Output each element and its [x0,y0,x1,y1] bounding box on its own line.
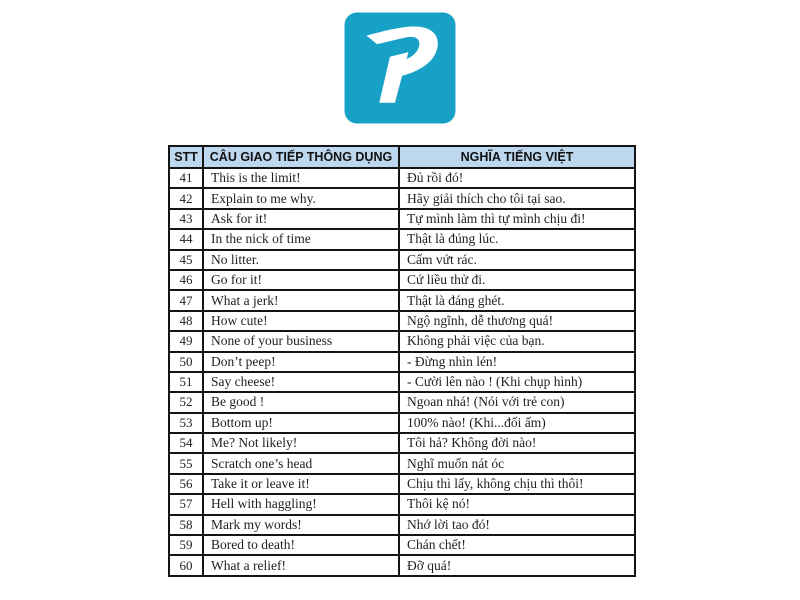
english-phrase-cell: Don’t peep! [203,352,399,372]
table-row [169,474,635,494]
stt-cell: 59 [169,535,203,555]
vietnamese-meaning-cell: Không phải việc của bạn. [399,331,635,351]
vietnamese-meaning-cell: Đủ rồi đó! [399,168,635,188]
col-header-english-phrase: CÂU GIAO TIẾP THÔNG DỤNG [203,146,399,168]
english-phrase-cell: Me? Not likely! [203,433,399,453]
col-header-vietnamese-meaning: NGHĨA TIẾNG VIỆT [399,146,635,168]
vietnamese-meaning-cell: Hãy giải thích cho tôi tại sao. [399,188,635,208]
col-header-stt: STT [169,146,203,168]
vietnamese-meaning-cell: - Đừng nhìn lén! [399,352,635,372]
english-phrase-cell: Say cheese! [203,372,399,392]
english-phrase-cell: In the nick of time [203,229,399,249]
english-phrase-cell: How cute! [203,311,399,331]
p-logo-svg [343,12,457,124]
table-row [169,413,635,433]
table-row [169,209,635,229]
table-row [169,555,635,575]
english-phrase-cell: What a jerk! [203,290,399,310]
english-phrase-cell: Bored to death! [203,535,399,555]
stt-cell: 54 [169,433,203,453]
table-row [169,250,635,270]
table-row [169,331,635,351]
stt-cell: 60 [169,555,203,575]
stt-cell: 43 [169,209,203,229]
stt-cell: 57 [169,494,203,514]
english-phrase-cell: Take it or leave it! [203,474,399,494]
english-phrase-cell: Mark my words! [203,515,399,535]
vietnamese-meaning-cell: Nghĩ muốn nát óc [399,453,635,473]
stt-cell: 44 [169,229,203,249]
stt-cell: 58 [169,515,203,535]
stt-cell: 53 [169,413,203,433]
english-phrase-cell: Explain to me why. [203,188,399,208]
table-row [169,168,635,188]
table-row [169,229,635,249]
vietnamese-meaning-cell: 100% nào! (Khi...đối ấm) [399,413,635,433]
stt-cell: 48 [169,311,203,331]
english-phrase-cell: What a relief! [203,555,399,575]
stt-cell: 50 [169,352,203,372]
stt-cell: 45 [169,250,203,270]
table-row [169,290,635,310]
vietnamese-meaning-cell: Chán chết! [399,535,635,555]
vietnamese-meaning-cell: Cấm vứt rác. [399,250,635,270]
stt-cell: 41 [169,168,203,188]
stt-cell: 47 [169,290,203,310]
vietnamese-meaning-cell: Tôi hả? Không đời nào! [399,433,635,453]
stt-cell: 46 [169,270,203,290]
table-row [169,352,635,372]
vietnamese-meaning-cell: Thôi kệ nó! [399,494,635,514]
stt-cell: 55 [169,453,203,473]
table-row [169,494,635,514]
vietnamese-meaning-cell: Thật là đúng lúc. [399,229,635,249]
english-phrase-cell: None of your business [203,331,399,351]
table-row [169,392,635,412]
stt-cell: 49 [169,331,203,351]
english-phrase-cell: Bottom up! [203,413,399,433]
pasal-p-logo-icon [343,12,457,124]
english-phrase-cell: This is the limit! [203,168,399,188]
table-row [169,311,635,331]
english-phrase-cell: Ask for it! [203,209,399,229]
vietnamese-meaning-cell: Thật là đáng ghét. [399,290,635,310]
vietnamese-meaning-cell: Đỡ quá! [399,555,635,575]
vietnamese-meaning-cell: Chịu thì lấy, không chịu thì thôi! [399,474,635,494]
table-row [169,433,635,453]
table-row [169,270,635,290]
vietnamese-meaning-cell: - Cười lên nào ! (Khi chụp hình) [399,372,635,392]
header-row [169,146,635,168]
vietnamese-meaning-cell: Cứ liều thử đi. [399,270,635,290]
table-row [169,188,635,208]
vietnamese-meaning-cell: Ngộ ngĩnh, dễ thương quá! [399,311,635,331]
vietnamese-meaning-cell: Ngoan nhá! (Nói với trẻ con) [399,392,635,412]
english-phrase-cell: Hell with haggling! [203,494,399,514]
table-row [169,453,635,473]
stt-cell: 52 [169,392,203,412]
table-row [169,515,635,535]
stt-cell: 56 [169,474,203,494]
vietnamese-meaning-cell: Tự mình làm thì tự mình chịu đi! [399,209,635,229]
stt-cell: 51 [169,372,203,392]
table-row [169,372,635,392]
english-phrase-cell: Scratch one’s head [203,453,399,473]
english-phrase-cell: Go for it! [203,270,399,290]
phrase-table [168,145,636,577]
table-row [169,535,635,555]
english-phrase-cell: No litter. [203,250,399,270]
english-phrase-cell: Be good ! [203,392,399,412]
vietnamese-meaning-cell: Nhớ lời tao đó! [399,515,635,535]
stt-cell: 42 [169,188,203,208]
